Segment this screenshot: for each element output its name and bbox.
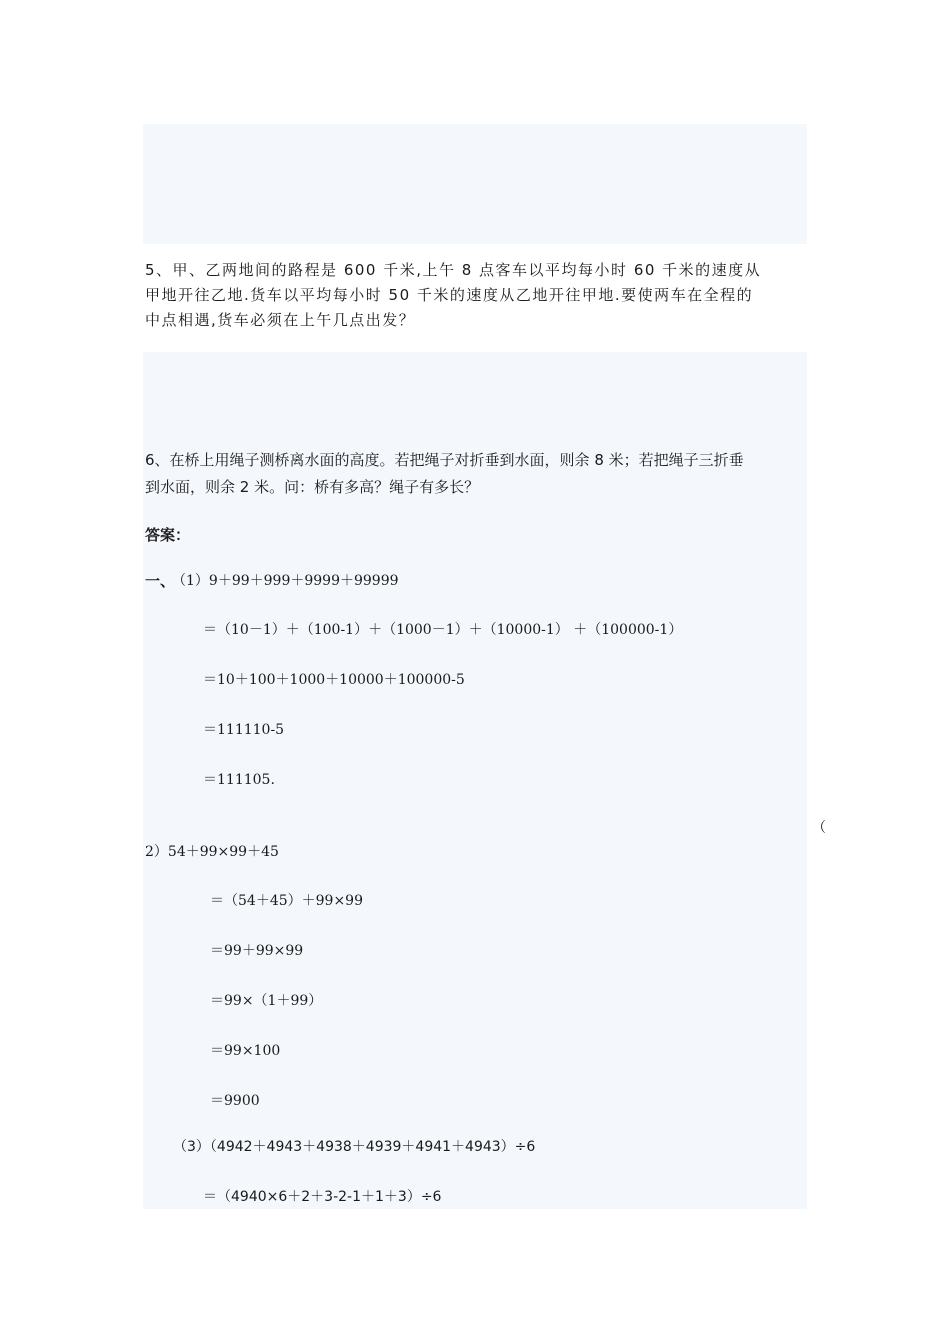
problem-1-step-4: ＝111105.: [203, 772, 275, 788]
problem-2-open-paren: （: [812, 820, 826, 836]
problem-2-step-5: ＝9900: [210, 1093, 260, 1109]
problem-3-step-1: ＝（4940×6＋2＋3-2-1＋1＋3）÷6: [203, 1189, 442, 1205]
answer-heading: 答案：: [145, 526, 191, 544]
question-5-line-3: 中点相遇,货车必须在上午几点出发？: [145, 311, 416, 329]
problem-2-step-3: ＝99×（1＋99）: [210, 993, 323, 1009]
problem-1-step-1: ＝（10－1）＋（100-1）＋（1000－1）＋（10000-1） ＋（100000-1）: [203, 622, 683, 638]
question-6-line-2: 到水面，则余 2 米。问：桥有多高？绳子有多长？: [145, 478, 480, 496]
problem-1-expression: （1）9＋99＋999＋9999＋99999: [172, 573, 399, 589]
question-5-line-2: 甲地开往乙地.货车以平均每小时 50 千米的速度从乙地开往甲地.要使两车在全程的: [145, 286, 754, 304]
problem-3-expression: （3）（4942＋4943＋4938＋4939＋4941＋4943）÷6: [173, 1139, 536, 1155]
answer-space-q4: [143, 124, 807, 244]
problem-1-step-3: ＝111110-5: [203, 722, 285, 738]
problem-1-step-2: ＝10＋100＋1000＋10000＋100000-5: [203, 672, 465, 688]
question-5-line-1: 5、甲、乙两地间的路程是 600 千米,上午 8 点客车以平均每小时 60 千米的速度从: [145, 261, 762, 279]
question-6-line-1: 6、在桥上用绳子测桥离水面的高度。若把绳子对折垂到水面，则余 8 米；若把绳子三折垂: [145, 451, 744, 469]
problem-2-step-1: ＝（54＋45）＋99×99: [210, 893, 363, 909]
problem-2-expression: 2）54＋99×99＋45: [145, 844, 279, 860]
section-1-label: 一、: [145, 572, 176, 590]
problem-2-step-2: ＝99＋99×99: [210, 943, 304, 959]
problem-2-step-4: ＝99×100: [210, 1043, 281, 1059]
